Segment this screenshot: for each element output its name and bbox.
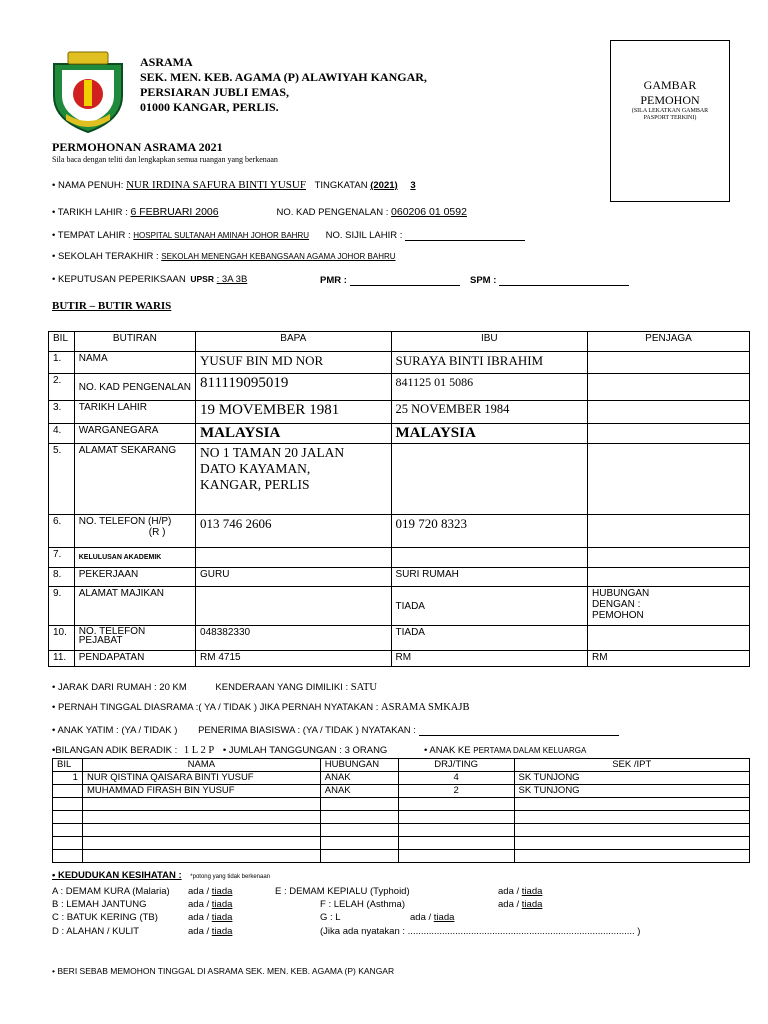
photo-box — [610, 40, 730, 202]
ada-text: ada / — [188, 886, 210, 897]
sek[interactable] — [514, 798, 749, 811]
drj[interactable] — [398, 850, 514, 863]
pmr-blank[interactable] — [350, 274, 460, 286]
adik-value[interactable]: 1 L 2 P — [183, 745, 215, 756]
hubungan[interactable]: ANAK — [320, 785, 398, 798]
jarak-text: • JARAK DARI RUMAH : 20 KM — [52, 682, 187, 693]
bil: 3. — [49, 401, 75, 424]
pernah-value[interactable]: ASRAMA SMKAJB — [381, 702, 470, 713]
photo-title-1: GAMBAR — [643, 78, 697, 92]
header-line-4: 01000 KANGAR, PERLIS. — [140, 100, 279, 114]
kesihatan-item-d: D : ALAHAN / KULIT — [52, 926, 140, 937]
ibu-value[interactable]: 019 720 8323 — [391, 515, 588, 548]
spm-blank[interactable] — [499, 274, 629, 286]
ada-tiada-b[interactable] — [188, 899, 264, 910]
waris-heading: BUTIR – BUTIR WARIS — [52, 300, 172, 312]
bapa-value[interactable] — [196, 548, 392, 568]
sekolah-label: • SEKOLAH TERAKHIR : — [52, 251, 159, 262]
keluarga-row — [53, 824, 750, 837]
tempat-label: • TEMPAT LAHIR : — [52, 230, 131, 241]
butiran — [74, 515, 195, 548]
kenderaan-label: KENDERAAN YANG DIMILIKI : — [215, 682, 349, 693]
butiran: NAMA — [74, 352, 195, 374]
ada-text: ada / — [188, 899, 210, 910]
sebab-text: • BERI SEBAB MEMOHON TINGGAL DI ASRAMA SEK. MEN. KEB. AGAMA (P) KANGAR — [52, 966, 395, 976]
bil: 1. — [49, 352, 75, 374]
tingkatan-value[interactable]: 3 — [410, 180, 416, 191]
butiran: PEKERJAAN — [74, 568, 195, 587]
waris-row — [49, 444, 750, 515]
nama-value[interactable]: NUR IRDINA SAFURA BINTI YUSUF — [126, 179, 306, 191]
drj[interactable]: 2 — [398, 785, 514, 798]
col-butiran: BUTIRAN — [74, 332, 195, 352]
bil: 7. — [49, 548, 75, 568]
hubungan[interactable]: ANAK — [320, 772, 398, 785]
kesihatan-item-c: C : BATUK KERING (TB) — [52, 912, 158, 923]
nama[interactable] — [82, 850, 320, 863]
penjaga-value[interactable] — [588, 401, 750, 424]
bil — [53, 798, 83, 811]
telefon-label: NO. TELEFON (H/P) — [78, 516, 172, 527]
kesihatan-item-g: G : L — [320, 912, 341, 923]
tempat-value[interactable]: HOSPITAL SULTANAH AMINAH JOHOR BAHRU — [133, 231, 310, 240]
waris-header-row — [49, 332, 750, 352]
photo-title-2: PEMOHON — [640, 93, 700, 107]
bapa-value[interactable]: 19 MOVEMBER 1981 — [196, 401, 392, 424]
ibu-value[interactable]: SURAYA BINTI IBRAHIM — [391, 352, 588, 374]
col-sek: SEK /IPT — [514, 759, 749, 772]
nama-row — [52, 179, 416, 191]
bil: 10. — [49, 626, 75, 651]
telefon-label-r: (R ) — [148, 527, 166, 538]
bapa-value[interactable]: 048382330 — [196, 626, 392, 651]
tingkatan-label: TINGKATAN — [314, 180, 368, 191]
drj[interactable] — [398, 824, 514, 837]
sijil-blank[interactable] — [405, 229, 525, 241]
sek[interactable] — [514, 850, 749, 863]
kesihatan-note: *potong yang tidak berkenaan — [190, 874, 271, 880]
ibu-value[interactable]: 841125 01 5086 — [391, 374, 588, 401]
spm-field — [470, 274, 629, 286]
penjaga-value[interactable] — [588, 444, 750, 515]
bapa-value[interactable]: RM 4715 — [196, 651, 392, 667]
ada-tiada-g[interactable] — [410, 912, 454, 923]
anak-ke-label: • ANAK KE — [423, 745, 471, 756]
drj[interactable]: 4 — [398, 772, 514, 785]
penjaga-value[interactable] — [588, 374, 750, 401]
bapa-value[interactable]: 811119095019 — [196, 374, 392, 401]
keluarga-row — [53, 850, 750, 863]
waris-row — [49, 651, 750, 667]
nama[interactable]: NUR QISTINA QAISARA BINTI YUSUF — [82, 772, 320, 785]
ada-tiada-f[interactable] — [498, 899, 542, 910]
upsr-value[interactable]: : 3A 3B — [216, 274, 248, 285]
ibu-value[interactable]: TIADA — [391, 626, 588, 651]
penjaga-value[interactable] — [588, 568, 750, 587]
jarak-row — [52, 682, 377, 693]
ada-tiada-a[interactable] — [188, 886, 232, 897]
kesihatan-item-b: B : LEMAH JANTUNG — [52, 899, 147, 910]
sijil-label: NO. SIJIL LAHIR : — [325, 230, 403, 241]
sekolah-row — [52, 251, 396, 262]
bapa-value[interactable]: GURU — [196, 568, 392, 587]
ada-text: ada / — [498, 886, 520, 897]
waris-row — [49, 626, 750, 651]
butiran: PENDAPATAN — [74, 651, 195, 667]
hubungan[interactable] — [320, 824, 398, 837]
bil: 9. — [49, 587, 75, 626]
ada-text: ada / — [410, 912, 432, 923]
keputusan-label: • KEPUTUSAN PEPERIKSAAN — [52, 274, 186, 285]
tiada-text: tiada — [211, 899, 233, 910]
photo-note: (SILA LEKATKAN GAMBAR PASPORT TERKINI) — [631, 108, 709, 121]
waris-row — [49, 548, 750, 568]
pernah-text: • PERNAH TINGGAL DIASRAMA :( YA / TIDAK ) JIKA PERNAH NYATAKAN : — [52, 702, 379, 713]
hubungan[interactable] — [320, 798, 398, 811]
col-bil: BIL — [53, 759, 83, 772]
drj[interactable] — [398, 798, 514, 811]
tanggungan-label: • JUMLAH TANGGUNGAN : — [222, 745, 342, 756]
school-logo — [48, 48, 128, 134]
tarikh-value[interactable]: 6 FEBRUARI 2006 — [130, 206, 219, 218]
bil: 6. — [49, 515, 75, 548]
hubungan[interactable] — [320, 811, 398, 824]
ibu-value[interactable]: SURI RUMAH — [391, 568, 588, 587]
nama[interactable]: MUHAMMAD FIRASH BIN YUSUF — [82, 785, 320, 798]
sek[interactable] — [514, 824, 749, 837]
bil: 2. — [49, 374, 75, 401]
ibu-value[interactable] — [391, 444, 588, 515]
sek[interactable] — [514, 811, 749, 824]
nama[interactable] — [82, 811, 320, 824]
kesihatan-heading: • KEDUDUKAN KESIHATAN : — [52, 870, 182, 881]
bil: 11. — [49, 651, 75, 667]
bapa-value[interactable]: MALAYSIA — [196, 424, 392, 444]
waris-row — [49, 401, 750, 424]
kesihatan-item-f: F : LELAH (Asthma) — [320, 899, 405, 910]
penjaga-value[interactable] — [588, 352, 750, 374]
upsr-label: UPSR — [190, 274, 214, 284]
header-line-1: ASRAMA — [140, 55, 193, 69]
bil — [53, 811, 83, 824]
bapa-value[interactable]: 013 746 2606 — [196, 515, 392, 548]
adik-row — [52, 745, 586, 756]
drj[interactable] — [398, 811, 514, 824]
penjaga-value[interactable]: RM — [588, 651, 750, 667]
ada-text: ada / — [498, 899, 520, 910]
sekolah-value[interactable]: SEKOLAH MENENGAH KEBANGSAAN AGAMA JOHOR BAHRU — [161, 252, 396, 261]
col-penjaga: PENJAGA — [588, 332, 750, 352]
anak-ke-value[interactable]: PERTAMA DALAM KELUARGA — [473, 746, 587, 755]
butiran: NO. TELEFON PEJABAT — [74, 626, 195, 651]
nama[interactable] — [82, 837, 320, 850]
ada-tiada-c[interactable] — [188, 912, 232, 923]
ibu-value[interactable] — [391, 548, 588, 568]
adik-label: •BILANGAN ADIK BERADIK : — [52, 745, 178, 756]
tanggungan-value[interactable]: 3 ORANG — [344, 745, 388, 756]
waris-row — [49, 352, 750, 374]
tiada-text: tiada — [433, 912, 455, 923]
spm-label: SPM : — [470, 275, 497, 286]
pmr-field — [320, 274, 460, 286]
sek[interactable] — [514, 837, 749, 850]
keluarga-row — [53, 837, 750, 850]
yatim-row — [52, 724, 619, 736]
keluarga-header-row — [53, 759, 750, 772]
bil: 1 — [53, 772, 83, 785]
tarikh-label: • TARIKH LAHIR : — [52, 207, 128, 218]
waris-row — [49, 568, 750, 587]
penjaga-value[interactable] — [588, 626, 750, 651]
bil — [53, 850, 83, 863]
tingkatan-year: (2021) — [370, 180, 398, 191]
keluarga-row — [53, 772, 750, 785]
sek[interactable]: SK TUNJONG — [514, 785, 749, 798]
ibu-value[interactable]: TIADA — [391, 587, 588, 626]
penjaga-value[interactable] — [588, 515, 750, 548]
butiran: WARGANEGARA — [74, 424, 195, 444]
nama[interactable] — [82, 824, 320, 837]
ibu-value[interactable]: 25 NOVEMBER 1984 — [391, 401, 588, 424]
header-line-2: SEK. MEN. KEB. AGAMA (P) ALAWIYAH KANGAR, — [140, 70, 427, 84]
col-nama: NAMA — [82, 759, 320, 772]
sek[interactable]: SK TUNJONG — [514, 772, 749, 785]
waris-table — [48, 331, 750, 667]
col-bapa: BAPA — [196, 332, 392, 352]
kesihatan-heading-row — [52, 870, 270, 881]
kenderaan-value[interactable]: SATU — [350, 682, 378, 693]
kesihatan-item-a: A : DEMAM KURA (Malaria) — [52, 886, 170, 897]
keluarga-row — [53, 798, 750, 811]
bapa-value[interactable]: NO 1 TAMAN 20 JALAN DATO KAYAMAN, KANGAR, PERLIS — [196, 444, 392, 515]
tempat-row — [52, 229, 525, 241]
penjaga-value[interactable] — [588, 548, 750, 568]
waris-row — [49, 374, 750, 401]
col-ibu: IBU — [391, 332, 588, 352]
bil — [53, 785, 83, 798]
biasiswa-blank[interactable] — [419, 724, 619, 736]
ada-tiada-e[interactable] — [498, 886, 542, 897]
penjaga-value[interactable] — [588, 424, 750, 444]
hubungan[interactable] — [320, 837, 398, 850]
tiada-text: tiada — [521, 899, 543, 910]
biasiswa-text: PENERIMA BIASISWA : (YA / TIDAK ) NYATAKAN : — [198, 725, 416, 736]
bil: 8. — [49, 568, 75, 587]
bapa-value[interactable] — [196, 587, 392, 626]
ibu-value[interactable]: RM — [391, 651, 588, 667]
keluarga-row — [53, 811, 750, 824]
butiran: ALAMAT SEKARANG — [74, 444, 195, 515]
butiran: TARIKH LAHIR — [74, 401, 195, 424]
ada-text: ada / — [188, 912, 210, 923]
waris-row — [49, 424, 750, 444]
kesihatan-item-e: E : DEMAM KEPIALU (Typhoid) — [275, 886, 410, 897]
pernah-row — [52, 702, 469, 713]
nama-label: • NAMA PENUH: — [52, 180, 124, 191]
bil — [53, 837, 83, 850]
bil: 5. — [49, 444, 75, 515]
keluarga-table — [52, 758, 750, 863]
kesihatan-heading-text: KEDUDUKAN KESIHATAN : — [57, 870, 182, 881]
form-title: PERMOHONAN ASRAMA 2021 — [52, 140, 223, 154]
header-line-3: PERSIARAN JUBLI EMAS, — [140, 85, 290, 99]
waris-row — [49, 587, 750, 626]
col-hubungan: HUBUNGAN — [320, 759, 398, 772]
yatim-text: • ANAK YATIM : (YA / TIDAK ) — [52, 725, 178, 736]
tiada-text: tiada — [211, 886, 233, 897]
tarikh-row — [52, 206, 467, 218]
bil — [53, 824, 83, 837]
nama[interactable] — [82, 798, 320, 811]
kesihatan-jika: (Jika ada nyatakan : ...................................................................................... ) — [320, 926, 641, 937]
ada-text: ada / — [188, 926, 210, 937]
butiran: NO. KAD PENGENALAN — [74, 374, 195, 401]
keluarga-row — [53, 785, 750, 798]
kp-value[interactable]: 060206 01 0592 — [391, 206, 467, 218]
drj[interactable] — [398, 837, 514, 850]
keputusan-row — [52, 274, 247, 285]
butiran: ALAMAT MAJIKAN — [74, 587, 195, 626]
hubungan[interactable] — [320, 850, 398, 863]
col-drj: DRJ/TING — [398, 759, 514, 772]
form-instruction: Sila baca dengan teliti dan lengkapkan semua ruangan yang berkenaan — [52, 155, 278, 164]
pmr-label: PMR : — [320, 275, 347, 286]
kp-label: NO. KAD PENGENALAN : — [276, 207, 389, 218]
bapa-value[interactable]: YUSUF BIN MD NOR — [196, 352, 392, 374]
tiada-text: tiada — [521, 886, 543, 897]
butiran: KELULUSAN AKADEMIK — [74, 548, 195, 568]
ibu-value[interactable]: MALAYSIA — [391, 424, 588, 444]
waris-row — [49, 515, 750, 548]
penjaga-value[interactable]: HUBUNGAN DENGAN : PEMOHON — [588, 587, 750, 626]
tiada-text: tiada — [211, 926, 233, 937]
bil: 4. — [49, 424, 75, 444]
col-bil: BIL — [49, 332, 75, 352]
ada-tiada-d[interactable] — [188, 926, 232, 937]
tiada-text: tiada — [211, 912, 233, 923]
